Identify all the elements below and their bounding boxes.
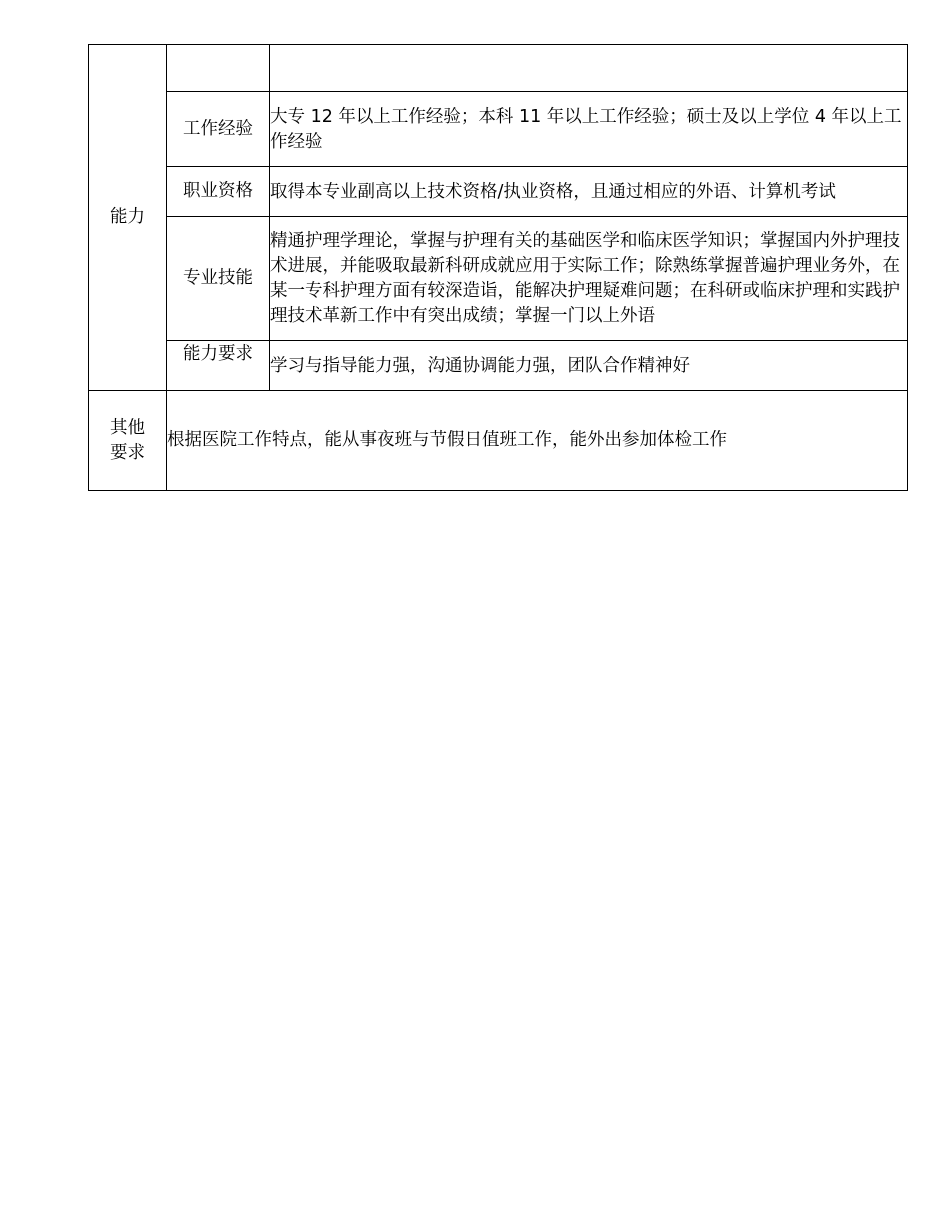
other-requirements-label (89, 391, 167, 491)
ability-requirements-value: 学习与指导能力强，沟通协调能力强，团队合作精神好 (270, 341, 908, 391)
empty-field-value (270, 45, 908, 92)
professional-skills-value: 精通护理学理论，掌握与护理有关的基础医学和临床医学知识；掌握国内外护理技术进展，并能吸取最新科研成就应用于实际工作；除熟练掌握普遍护理业务外，在某一专科护理方面有较深造诣，能解决护理疑难问题；在科研或临床护理和实践护理技术革新工作中有突出成绩；掌握一门以上外语 (270, 217, 908, 341)
job-requirements-table (88, 44, 908, 491)
other-requirements-label-line2: 要求 (110, 442, 145, 463)
qualification-value: 取得本专业副高以上技术资格/执业资格，且通过相应的外语、计算机考试 (270, 167, 908, 217)
table-row (89, 391, 908, 491)
other-requirements-label-line1: 其他 (110, 417, 145, 438)
table-row (89, 92, 908, 167)
work-experience-label: 工作经验 (167, 92, 270, 167)
professional-skills-label: 专业技能 (167, 217, 270, 341)
ability-requirements-label: 能力要求 (167, 341, 270, 391)
qualification-label: 职业资格 (167, 167, 270, 217)
table-row (89, 217, 908, 341)
empty-field-label (167, 45, 270, 92)
work-experience-value: 大专 12 年以上工作经验；本科 11 年以上工作经验；硕士及以上学位 4 年以上工作经验 (270, 92, 908, 167)
table-row (89, 45, 908, 92)
ability-section-label-text: 能力 (110, 207, 145, 227)
other-requirements-value: 根据医院工作特点，能从事夜班与节假日值班工作，能外出参加体检工作 (167, 391, 908, 491)
table-row (89, 341, 908, 391)
ability-section-label (89, 45, 167, 391)
table-row (89, 167, 908, 217)
